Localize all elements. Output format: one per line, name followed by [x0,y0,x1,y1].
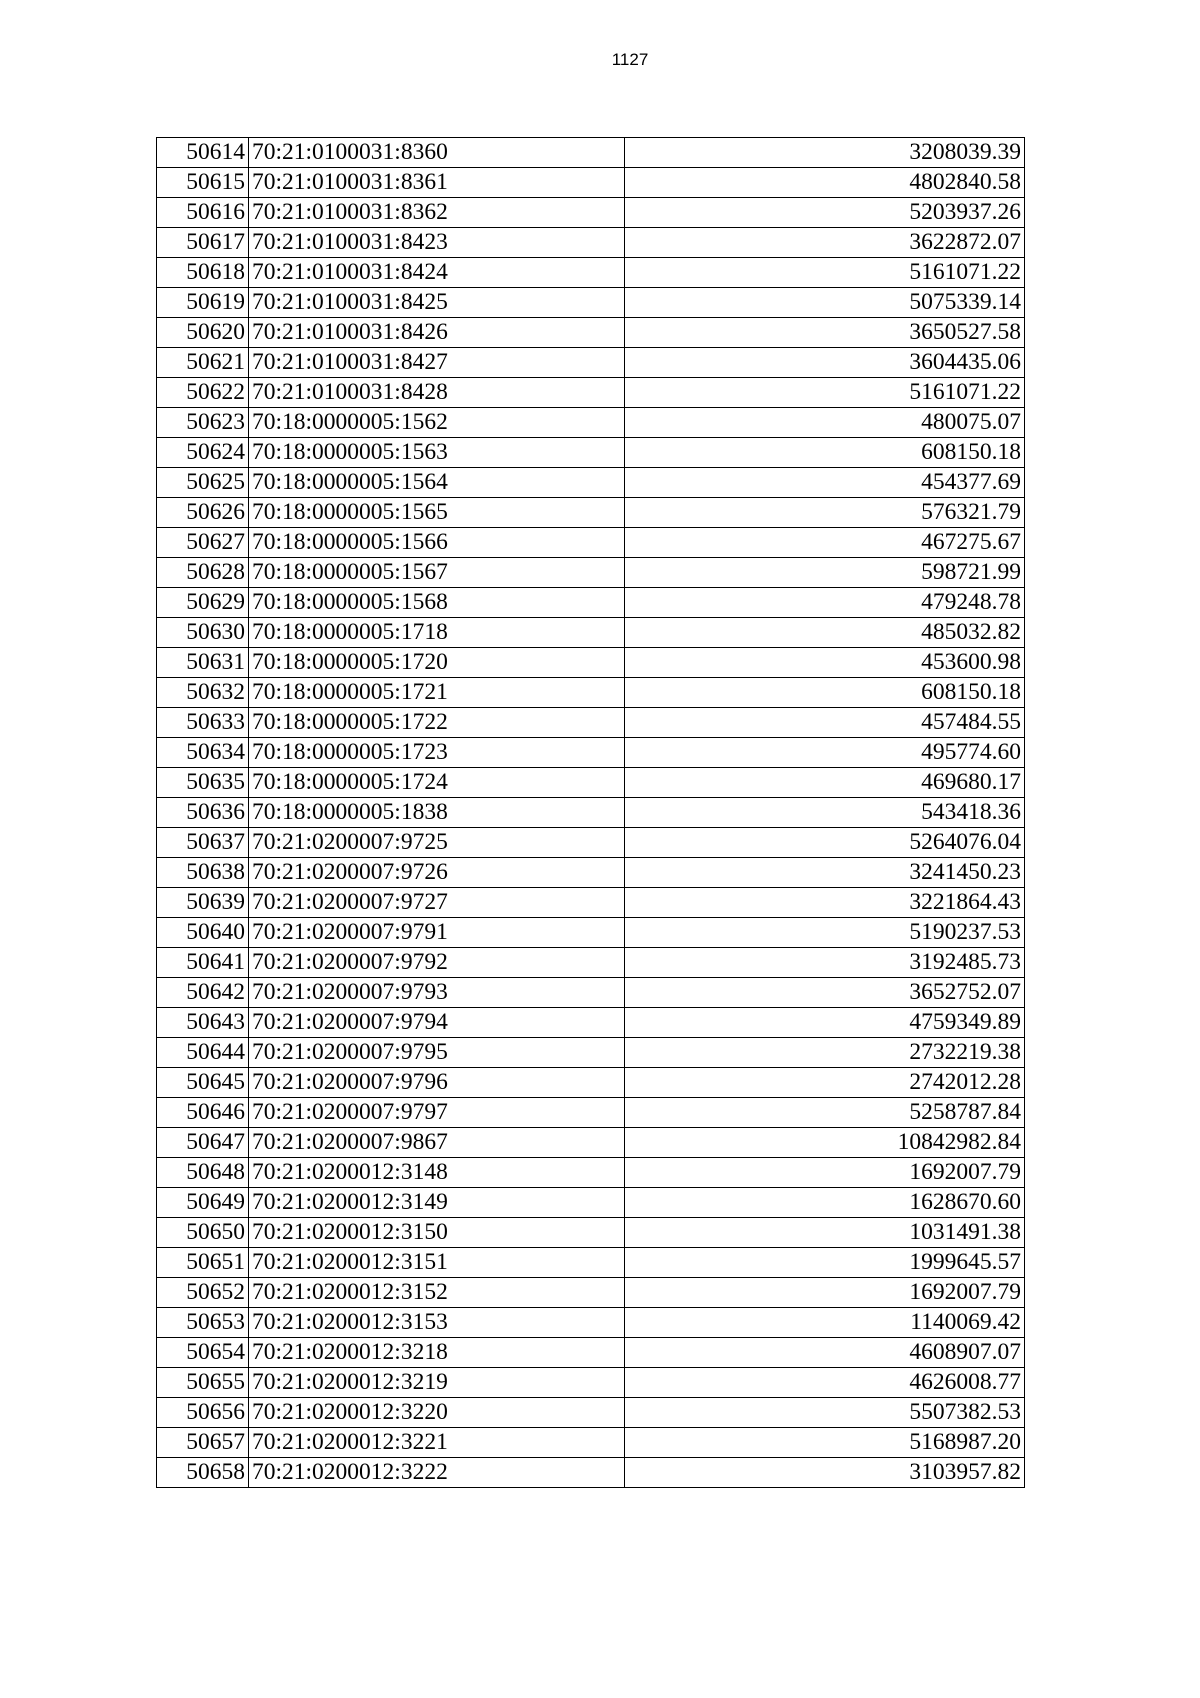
table-row [157,138,1025,168]
table-row [157,348,1025,378]
cadastral-number-cell: 70:21:0100031:8424 [249,258,625,288]
row-number-cell: 50650 [157,1218,249,1248]
table-row [157,1188,1025,1218]
table-row [157,498,1025,528]
row-number-cell: 50651 [157,1248,249,1278]
value-cell: 5161071.22 [625,378,1025,408]
table-row [157,618,1025,648]
row-number-cell: 50654 [157,1338,249,1368]
row-number-cell: 50617 [157,228,249,258]
row-number-cell: 50657 [157,1428,249,1458]
value-cell: 495774.60 [625,738,1025,768]
cadastral-number-cell: 70:21:0100031:8362 [249,198,625,228]
cadastral-number-cell: 70:21:0200007:9867 [249,1128,625,1158]
cadastral-number-cell: 70:21:0200012:3219 [249,1368,625,1398]
table-row [157,1008,1025,1038]
table-row [157,588,1025,618]
value-cell: 469680.17 [625,768,1025,798]
value-cell: 2732219.38 [625,1038,1025,1068]
row-number-cell: 50648 [157,1158,249,1188]
cadastral-number-cell: 70:21:0200007:9726 [249,858,625,888]
cadastral-number-cell: 70:21:0200012:3220 [249,1398,625,1428]
cadastral-number-cell: 70:21:0200007:9797 [249,1098,625,1128]
cadastral-number-cell: 70:21:0200012:3149 [249,1188,625,1218]
cadastral-number-cell: 70:21:0100031:8427 [249,348,625,378]
table-row [157,768,1025,798]
value-cell: 4802840.58 [625,168,1025,198]
table-row [157,648,1025,678]
table-row [157,378,1025,408]
cadastral-number-cell: 70:21:0200012:3222 [249,1458,625,1488]
value-cell: 1628670.60 [625,1188,1025,1218]
row-number-cell: 50641 [157,948,249,978]
value-cell: 3604435.06 [625,348,1025,378]
cadastral-number-cell: 70:18:0000005:1838 [249,798,625,828]
table-row [157,228,1025,258]
value-cell: 10842982.84 [625,1128,1025,1158]
row-number-cell: 50626 [157,498,249,528]
row-number-cell: 50636 [157,798,249,828]
value-cell: 2742012.28 [625,1068,1025,1098]
cadastral-number-cell: 70:21:0200007:9727 [249,888,625,918]
cadastral-number-cell: 70:21:0200012:3150 [249,1218,625,1248]
table-row [157,1308,1025,1338]
row-number-cell: 50644 [157,1038,249,1068]
table-row [157,1338,1025,1368]
cadastral-number-cell: 70:21:0200007:9795 [249,1038,625,1068]
cadastral-number-cell: 70:21:0200007:9793 [249,978,625,1008]
cadastral-number-cell: 70:18:0000005:1567 [249,558,625,588]
value-cell: 5075339.14 [625,288,1025,318]
row-number-cell: 50622 [157,378,249,408]
row-number-cell: 50634 [157,738,249,768]
cadastral-number-cell: 70:21:0100031:8425 [249,288,625,318]
table-row [157,1038,1025,1068]
cadastral-number-cell: 70:18:0000005:1722 [249,708,625,738]
row-number-cell: 50632 [157,678,249,708]
cadastral-number-cell: 70:18:0000005:1718 [249,618,625,648]
value-cell: 1031491.38 [625,1218,1025,1248]
table-row [157,1368,1025,1398]
row-number-cell: 50656 [157,1398,249,1428]
row-number-cell: 50621 [157,348,249,378]
table-row [157,858,1025,888]
row-number-cell: 50630 [157,618,249,648]
row-number-cell: 50649 [157,1188,249,1218]
cadastral-number-cell: 70:21:0200007:9794 [249,1008,625,1038]
cadastral-number-cell: 70:21:0100031:8426 [249,318,625,348]
row-number-cell: 50620 [157,318,249,348]
table-row [157,258,1025,288]
row-number-cell: 50633 [157,708,249,738]
table-body [157,138,1025,1488]
table-row [157,948,1025,978]
value-cell: 608150.18 [625,438,1025,468]
cadastral-number-cell: 70:21:0100031:8361 [249,168,625,198]
cadastral-number-cell: 70:18:0000005:1724 [249,768,625,798]
value-cell: 453600.98 [625,648,1025,678]
value-cell: 1999645.57 [625,1248,1025,1278]
table-row [157,738,1025,768]
cadastral-number-cell: 70:21:0100031:8360 [249,138,625,168]
cadastral-number-cell: 70:21:0200012:3218 [249,1338,625,1368]
cadastral-number-cell: 70:21:0200007:9796 [249,1068,625,1098]
value-cell: 3208039.39 [625,138,1025,168]
table-row [157,528,1025,558]
value-cell: 3652752.07 [625,978,1025,1008]
row-number-cell: 50618 [157,258,249,288]
value-cell: 1140069.42 [625,1308,1025,1338]
value-cell: 4626008.77 [625,1368,1025,1398]
table-row [157,1458,1025,1488]
row-number-cell: 50615 [157,168,249,198]
row-number-cell: 50639 [157,888,249,918]
row-number-cell: 50652 [157,1278,249,1308]
value-cell: 576321.79 [625,498,1025,528]
value-cell: 1692007.79 [625,1278,1025,1308]
table-row [157,1248,1025,1278]
cadastral-number-cell: 70:18:0000005:1720 [249,648,625,678]
cadastral-number-cell: 70:21:0200007:9791 [249,918,625,948]
table-row [157,468,1025,498]
row-number-cell: 50635 [157,768,249,798]
row-number-cell: 50614 [157,138,249,168]
row-number-cell: 50623 [157,408,249,438]
value-cell: 480075.07 [625,408,1025,438]
row-number-cell: 50640 [157,918,249,948]
value-cell: 5264076.04 [625,828,1025,858]
cadastral-number-cell: 70:18:0000005:1568 [249,588,625,618]
table-row [157,558,1025,588]
row-number-cell: 50628 [157,558,249,588]
cadastral-number-cell: 70:21:0200012:3152 [249,1278,625,1308]
table-row [157,708,1025,738]
cadastral-number-cell: 70:18:0000005:1723 [249,738,625,768]
table-row [157,918,1025,948]
cadastral-number-cell: 70:21:0100031:8423 [249,228,625,258]
value-cell: 5203937.26 [625,198,1025,228]
table-row [157,438,1025,468]
value-cell: 3650527.58 [625,318,1025,348]
value-cell: 467275.67 [625,528,1025,558]
cadastral-number-cell: 70:21:0200007:9792 [249,948,625,978]
table-row [157,1398,1025,1428]
value-cell: 5161071.22 [625,258,1025,288]
table-row [157,888,1025,918]
cadastral-number-cell: 70:18:0000005:1565 [249,498,625,528]
table-row [157,288,1025,318]
row-number-cell: 50624 [157,438,249,468]
value-cell: 5190237.53 [625,918,1025,948]
value-cell: 3622872.07 [625,228,1025,258]
value-cell: 5258787.84 [625,1098,1025,1128]
cadastral-number-cell: 70:18:0000005:1564 [249,468,625,498]
cadastral-value-table [156,137,1025,1488]
table-row [157,1098,1025,1128]
table-row [157,408,1025,438]
row-number-cell: 50646 [157,1098,249,1128]
page-number: 1127 [611,50,649,69]
value-cell: 3241450.23 [625,858,1025,888]
row-number-cell: 50625 [157,468,249,498]
value-cell: 3103957.82 [625,1458,1025,1488]
table-row [157,318,1025,348]
cadastral-number-cell: 70:18:0000005:1562 [249,408,625,438]
value-cell: 3221864.43 [625,888,1025,918]
value-cell: 608150.18 [625,678,1025,708]
value-cell: 454377.69 [625,468,1025,498]
row-number-cell: 50627 [157,528,249,558]
value-cell: 543418.36 [625,798,1025,828]
cadastral-number-cell: 70:18:0000005:1566 [249,528,625,558]
cadastral-number-cell: 70:21:0100031:8428 [249,378,625,408]
value-cell: 5168987.20 [625,1428,1025,1458]
value-cell: 485032.82 [625,618,1025,648]
value-cell: 3192485.73 [625,948,1025,978]
value-cell: 1692007.79 [625,1158,1025,1188]
cadastral-number-cell: 70:21:0200007:9725 [249,828,625,858]
value-cell: 598721.99 [625,558,1025,588]
value-cell: 479248.78 [625,588,1025,618]
row-number-cell: 50637 [157,828,249,858]
value-cell: 457484.55 [625,708,1025,738]
row-number-cell: 50645 [157,1068,249,1098]
row-number-cell: 50655 [157,1368,249,1398]
table-row [157,1218,1025,1248]
cadastral-number-cell: 70:21:0200012:3148 [249,1158,625,1188]
table-row [157,978,1025,1008]
row-number-cell: 50616 [157,198,249,228]
value-cell: 5507382.53 [625,1398,1025,1428]
cadastral-number-cell: 70:21:0200012:3153 [249,1308,625,1338]
row-number-cell: 50643 [157,1008,249,1038]
value-cell: 4759349.89 [625,1008,1025,1038]
row-number-cell: 50647 [157,1128,249,1158]
row-number-cell: 50658 [157,1458,249,1488]
table-row [157,828,1025,858]
cadastral-number-cell: 70:18:0000005:1721 [249,678,625,708]
table-row [157,168,1025,198]
table-row [157,1068,1025,1098]
table-row [157,1278,1025,1308]
table-row [157,798,1025,828]
row-number-cell: 50653 [157,1308,249,1338]
row-number-cell: 50629 [157,588,249,618]
row-number-cell: 50631 [157,648,249,678]
cadastral-number-cell: 70:18:0000005:1563 [249,438,625,468]
row-number-cell: 50642 [157,978,249,1008]
table-row [157,678,1025,708]
cadastral-number-cell: 70:21:0200012:3221 [249,1428,625,1458]
table-row [157,198,1025,228]
table-row [157,1158,1025,1188]
table-row [157,1428,1025,1458]
value-cell: 4608907.07 [625,1338,1025,1368]
row-number-cell: 50638 [157,858,249,888]
cadastral-number-cell: 70:21:0200012:3151 [249,1248,625,1278]
row-number-cell: 50619 [157,288,249,318]
table-row [157,1128,1025,1158]
